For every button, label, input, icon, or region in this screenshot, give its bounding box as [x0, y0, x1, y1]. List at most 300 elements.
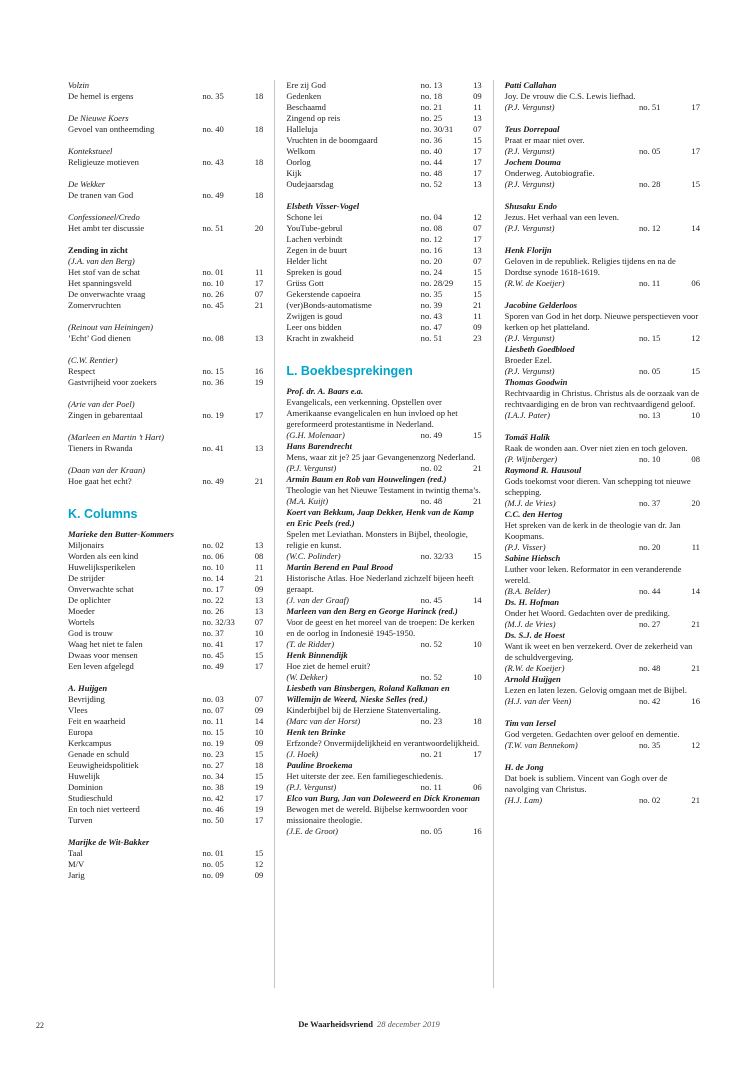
author-name: Henk Binnendijk	[286, 650, 348, 660]
entry-title: Studieschuld	[68, 793, 113, 803]
entry-title: Bevrijding	[68, 694, 105, 704]
page-ref: 20	[254, 223, 264, 233]
issue-number: no. 28/29	[420, 278, 454, 288]
periodical-name: Volzin	[68, 80, 90, 90]
issue-number: no. 52	[420, 639, 443, 649]
book-title: Voor de geest en het moreel van de troepen: De kerken en de oorlog in Indonesië 1945-1950.	[286, 617, 475, 638]
spacer	[505, 751, 700, 762]
index-entry	[68, 606, 263, 617]
issue-number: no. 49	[202, 190, 224, 200]
spacer	[68, 388, 263, 399]
issue-number: no. 12	[638, 223, 661, 233]
review-entry	[505, 663, 700, 674]
issue-number: no. 03	[202, 694, 224, 704]
page-ref: 11	[255, 267, 264, 277]
issue-number: no. 43	[202, 157, 224, 167]
issue-number: no. 51	[420, 333, 443, 343]
periodical-name: De Nieuwe Koers	[68, 113, 129, 123]
issue-number: no. 30/31	[420, 124, 454, 134]
index-entry	[68, 705, 263, 716]
entry-title: Gedenken	[286, 91, 322, 101]
page-ref: 10	[691, 410, 700, 420]
review-entry	[286, 551, 481, 562]
index-entry	[286, 91, 481, 102]
page-ref: 13	[254, 540, 264, 550]
page-ref: 15	[254, 749, 264, 759]
book-title: Evangelicals, een verkenning. Opstellen over Amerikaanse evangelicalen en hun invloed op het gereformeerd protestantisme in Nederland.	[286, 397, 458, 429]
author-name: Marijke de Wit-Bakker	[68, 837, 150, 847]
issue-number: no. 40	[202, 124, 224, 134]
issue-number: no. 25	[420, 113, 443, 123]
entry-title: Miljonairs	[68, 540, 104, 550]
issue-number: no. 05	[638, 146, 661, 156]
issue-number: no. 11	[202, 716, 224, 726]
issue-number: no. 05	[420, 826, 443, 836]
review-entry	[505, 223, 700, 234]
page-ref: 16	[473, 826, 482, 836]
issue-number: no. 38	[202, 782, 224, 792]
reviewer-name: (G.H. Molenaar)	[286, 430, 345, 440]
issue-number: no. 20	[638, 542, 661, 552]
entry-title: Een leven afgelegd	[68, 661, 134, 671]
page-ref: 09	[254, 705, 264, 715]
review-entry	[505, 146, 700, 157]
book-title: Erfzonde? Onvermijdelijkheid en verantwoordelijkheid.	[286, 738, 480, 748]
index-column-3	[505, 80, 700, 988]
spacer	[68, 135, 263, 146]
entry-title: Europa	[68, 727, 93, 737]
page-ref: 13	[473, 80, 482, 90]
index-entry	[286, 333, 481, 344]
issue-number: no. 15	[638, 333, 661, 343]
entry-title: (ver)Bonds-automatisme	[286, 300, 372, 310]
entry-title: Taal	[68, 848, 83, 858]
issue-number: no. 37	[638, 498, 661, 508]
page-ref: 11	[473, 311, 482, 321]
entry-title: De oplichter	[68, 595, 111, 605]
review-entry	[505, 498, 700, 509]
page-ref: 17	[473, 168, 482, 178]
reviewer-name: (T.W. van Bennekom)	[504, 740, 578, 750]
entry-title: Kerkcampus	[68, 738, 112, 748]
index-entry	[286, 278, 481, 289]
author-name: Martin Berend en Paul Brood	[286, 562, 393, 572]
issue-number: no. 21	[420, 749, 443, 759]
author-name: A. Huijgen	[68, 683, 108, 693]
entry-title: Het spanningsveld	[68, 278, 132, 288]
index-entry	[68, 617, 263, 628]
issue-number: no. 48	[638, 663, 661, 673]
entry-title: Halleluja	[286, 124, 318, 134]
review-entry	[505, 366, 700, 377]
entry-title: Onverwachte schat	[68, 584, 134, 594]
review-entry	[286, 672, 481, 683]
entry-title: Zingen in gebarentaal	[68, 410, 143, 420]
page-ref: 21	[254, 476, 264, 486]
spacer	[505, 707, 700, 718]
reviewer-name: (M.A. Kuijt)	[286, 496, 329, 506]
issue-number: no. 41	[202, 443, 224, 453]
book-title: Theologie van het Nieuwe Testament in twintig thema’s.	[286, 485, 481, 495]
index-entry	[68, 727, 263, 738]
issue-number: no. 36	[420, 135, 443, 145]
review-entry	[505, 454, 700, 465]
entry-title: De hemel is ergens	[68, 91, 134, 101]
page-ref: 17	[254, 410, 264, 420]
issue-number: no. 27	[202, 760, 224, 770]
page-ref: 21	[254, 300, 264, 310]
entry-title: Jarig	[68, 870, 85, 880]
entry-title: Feit en waarheid	[68, 716, 126, 726]
page-ref: 15	[473, 430, 482, 440]
page-ref: 21	[691, 795, 700, 805]
index-entry	[68, 267, 263, 278]
entry-title: Oudejaarsdag	[286, 179, 334, 189]
book-title: Want ik weet en ben verzekerd. Over de zekerheid van de schuldvergeving.	[504, 641, 693, 662]
review-entry	[286, 496, 481, 507]
entry-title: Grüss Gott	[286, 278, 324, 288]
entry-title: Turven	[68, 815, 93, 825]
issue-number: no. 10	[638, 454, 661, 464]
review-entry	[286, 595, 481, 606]
author-name: Pauline Broekema	[286, 760, 353, 770]
page-ref: 17	[691, 102, 700, 112]
index-entry	[286, 223, 481, 234]
issue-number: no. 42	[202, 793, 224, 803]
index-entry	[68, 848, 263, 859]
issue-number: no. 19	[202, 738, 224, 748]
reviewer-name: (W. Dekker)	[286, 672, 328, 682]
entry-title: Worden als een kind	[68, 551, 139, 561]
periodical-name: (Marleen en Martin ’t Hart)	[68, 432, 164, 442]
issue-number: no. 51	[638, 102, 661, 112]
author-name: C.C. den Hertog	[504, 509, 563, 519]
page-ref: 10	[254, 727, 264, 737]
page-ref: 09	[254, 738, 264, 748]
page-ref: 11	[255, 562, 264, 572]
page-ref: 18	[254, 157, 264, 167]
author-name: Arnold Huijgen	[504, 674, 561, 684]
issue-number: no. 47	[420, 322, 443, 332]
issue-number: no. 01	[202, 267, 224, 277]
rubric-heading: Zending in zicht	[68, 245, 128, 255]
issue-number: no. 43	[420, 311, 443, 321]
page-ref: 07	[473, 256, 482, 266]
book-title: Mens, waar zit je? 25 jaar Gevangenenzorg Nederland.	[286, 452, 476, 462]
issue-number: no. 13	[638, 410, 661, 420]
index-entry	[68, 289, 263, 300]
entry-title: Genade en schuld	[68, 749, 130, 759]
index-entry	[286, 113, 481, 124]
author-name: H. de Jong	[504, 762, 544, 772]
entry-title: Lachen verbindt	[286, 234, 343, 244]
issue-number: no. 11	[638, 278, 661, 288]
index-entry	[286, 124, 481, 135]
periodical-name: (Daan van der Kraan)	[68, 465, 146, 475]
issue-number: no. 11	[420, 782, 442, 792]
book-title: Onder het Woord. Gedachten over de prediking.	[504, 608, 670, 618]
index-entry	[286, 80, 481, 91]
page-ref: 21	[473, 463, 482, 473]
reviewer-name: (P.J. Vergunst)	[504, 333, 555, 343]
reviewer-name: (P.J. Vergunst)	[504, 146, 555, 156]
entry-title: Zwijgen is goud	[286, 311, 343, 321]
issue-number: no. 19	[202, 410, 224, 420]
reviewer-name: (R.W. de Koeijer)	[504, 278, 565, 288]
index-entry	[68, 562, 263, 573]
section-heading: L. Boekbesprekingen	[286, 364, 413, 378]
page-ref: 17	[254, 793, 264, 803]
index-entry	[68, 540, 263, 551]
spacer	[505, 421, 700, 432]
spacer	[68, 311, 263, 322]
book-title: Praat er maar niet over.	[504, 135, 585, 145]
index-entry	[68, 573, 263, 584]
page-ref: 10	[473, 672, 482, 682]
reviewer-name: (P.J. Vergunst)	[286, 782, 337, 792]
index-entry	[68, 223, 263, 234]
review-entry	[286, 826, 481, 837]
entry-title: Dominion	[68, 782, 103, 792]
issue-number: no. 42	[638, 696, 661, 706]
page-ref: 15	[473, 267, 482, 277]
entry-title: Spreken is goud	[286, 267, 342, 277]
page-ref: 15	[473, 278, 482, 288]
issue-number: no. 44	[420, 157, 443, 167]
book-title: Het spreken van de kerk in de theologie van dr. Jan Koopmans.	[504, 520, 681, 541]
spacer	[505, 113, 700, 124]
issue-number: no. 34	[202, 771, 224, 781]
issue-number: no. 20	[420, 256, 443, 266]
issue-number: no. 40	[420, 146, 443, 156]
reviewer-name: (P. Wijnberger)	[504, 454, 558, 464]
index-column-1	[68, 80, 263, 988]
issue-number: no. 48	[420, 168, 443, 178]
author-name: Tim van Iersel	[504, 718, 556, 728]
page-ref: 17	[473, 157, 482, 167]
page-ref: 17	[473, 749, 482, 759]
author-name: Liesbeth Goedbloed	[504, 344, 575, 354]
page-ref: 10	[473, 639, 482, 649]
page-ref: 09	[473, 322, 482, 332]
page-ref: 21	[473, 496, 482, 506]
page-ref: 08	[254, 551, 264, 561]
issue-number: no. 41	[202, 639, 224, 649]
reviewer-name: (J. Hoek)	[286, 749, 319, 759]
book-title: Sporen van God in het dorp. Nieuwe perspectieven voor kerken op het platteland.	[504, 311, 699, 332]
entry-title: Hoe gaat het echt?	[68, 476, 132, 486]
author-name: Raymond R. Hausoul	[504, 465, 582, 475]
index-entry	[68, 551, 263, 562]
page-ref: 09	[254, 870, 264, 880]
reviewer-name: (J.E. de Groot)	[286, 826, 339, 836]
issue-number: no. 09	[202, 870, 224, 880]
page-number: 22	[36, 1021, 44, 1030]
index-entry	[286, 245, 481, 256]
page-ref: 13	[473, 179, 482, 189]
book-title: Kinderbijbel bij de Herziene Statenvertaling.	[286, 705, 441, 715]
issue-number: no. 26	[202, 289, 224, 299]
entry-title: Gevoel van ontheemding	[68, 124, 155, 134]
issue-number: no. 17	[202, 584, 224, 594]
entry-title: Moeder	[68, 606, 95, 616]
book-title: Bewogen met de wereld. Bijbelse kernwoorden voor missionaire theologie.	[286, 804, 468, 825]
page-ref: 15	[254, 771, 264, 781]
issue-number: no. 49	[420, 430, 443, 440]
issue-number: no. 35	[202, 91, 224, 101]
index-entry	[286, 300, 481, 311]
entry-title: Zomervruchten	[68, 300, 121, 310]
index-entry	[286, 256, 481, 267]
periodical-name: (Reinout van Heiningen)	[68, 322, 153, 332]
issue-number: no. 50	[202, 815, 224, 825]
page-ref: 06	[473, 782, 482, 792]
entry-title: En toch niet verteerd	[68, 804, 140, 814]
book-title: Hoe ziet de hemel eruit?	[286, 661, 371, 671]
magazine-title: De Waarheidsvriend	[298, 1019, 373, 1029]
index-entry	[68, 804, 263, 815]
entry-title: God is trouw	[68, 628, 113, 638]
page-ref: 21	[473, 300, 482, 310]
page-ref: 06	[691, 278, 700, 288]
index-entry	[68, 124, 263, 135]
issue-number: no. 05	[638, 366, 661, 376]
book-title: Broeder Ezel.	[504, 355, 552, 365]
index-entry	[68, 782, 263, 793]
issue-number: no. 02	[420, 463, 443, 473]
page-ref: 17	[473, 234, 482, 244]
page-ref: 12	[691, 333, 700, 343]
issue-number: no. 27	[638, 619, 661, 629]
entry-title: Dwaas voor mensen	[68, 650, 138, 660]
review-entry	[505, 179, 700, 190]
page-ref: 17	[254, 278, 264, 288]
page-ref: 21	[691, 663, 700, 673]
page-ref: 11	[473, 102, 482, 112]
issue-number: no. 48	[420, 496, 443, 506]
reviewer-name: (B.A. Belder)	[504, 586, 551, 596]
page-ref: 14	[691, 586, 700, 596]
spacer	[286, 190, 481, 201]
review-entry	[505, 278, 700, 289]
entry-title: Wortels	[68, 617, 95, 627]
entry-title: Beschaamd	[286, 102, 326, 112]
issue-number: no. 01	[202, 848, 224, 858]
index-entry	[68, 760, 263, 771]
index-entry	[68, 366, 263, 377]
index-columns	[68, 80, 700, 988]
index-entry	[68, 771, 263, 782]
spacer	[286, 344, 481, 355]
review-entry	[505, 795, 700, 806]
index-entry	[68, 661, 263, 672]
issue-number: no. 18	[420, 91, 443, 101]
issue-number: no. 39	[420, 300, 443, 310]
section-heading: K. Columns	[68, 507, 138, 521]
index-entry	[68, 410, 263, 421]
issue-number: no. 10	[202, 562, 224, 572]
page-ref: 17	[254, 815, 264, 825]
issue-number: no. 35	[638, 740, 661, 750]
issue-number: no. 08	[202, 333, 224, 343]
book-title: Gods toekomst voor dieren. Van schepping tot nieuwe schepping.	[504, 476, 691, 497]
entry-title: Zingend op reis	[286, 113, 341, 123]
index-entry	[286, 157, 481, 168]
page-ref: 15	[473, 135, 482, 145]
page-ref: 13	[254, 606, 264, 616]
entry-title: Zegen in de buurt	[286, 245, 348, 255]
issue-number: no. 24	[420, 267, 443, 277]
page-ref: 08	[691, 454, 700, 464]
entry-title: Vlees	[68, 705, 88, 715]
column-divider	[274, 80, 275, 988]
page-ref: 13	[254, 443, 264, 453]
issue-number: no. 22	[202, 595, 224, 605]
spacer	[68, 826, 263, 837]
page-ref: 17	[473, 146, 482, 156]
review-entry	[505, 586, 700, 597]
spacer	[68, 454, 263, 465]
author-name: Elco van Burg, Jan van Doleweerd en Dick Kroneman	[286, 793, 480, 803]
issue-number: no. 37	[202, 628, 224, 638]
page-ref: 17	[691, 146, 700, 156]
index-entry	[68, 793, 263, 804]
index-entry	[68, 749, 263, 760]
issue-number: no. 52	[420, 672, 443, 682]
page-ref: 18	[254, 190, 264, 200]
page-footer	[36, 1019, 702, 1030]
issue-number: no. 32/33	[202, 617, 235, 627]
periodical-name: (C.W. Rentier)	[68, 355, 118, 365]
page-ref: 14	[254, 716, 264, 726]
index-entry	[68, 859, 263, 870]
review-entry	[286, 782, 481, 793]
review-entry	[286, 463, 481, 474]
page-ref: 11	[691, 542, 700, 552]
book-title: Dat boek is subliem. Vincent van Gogh over de navolging van Christus.	[504, 773, 668, 794]
author-name: Koert van Bekkum, Jaap Dekker, Henk van de Kamp en Eric Peels (red.)	[286, 507, 474, 528]
entry-title: Huwelijksperikelen	[68, 562, 136, 572]
page-ref: 17	[254, 639, 264, 649]
issue-number: no. 16	[420, 245, 443, 255]
review-entry	[505, 102, 700, 113]
periodical-name: De Wekker	[68, 179, 106, 189]
spacer	[68, 487, 263, 498]
issue-number: no. 05	[202, 859, 224, 869]
footer-center	[36, 1019, 702, 1030]
review-entry	[505, 542, 700, 553]
spacer	[505, 289, 700, 300]
entry-title: De tranen van God	[68, 190, 134, 200]
book-title: Geloven in de republiek. Religies tijdens en na de Dordtse synode 1618-1619.	[504, 256, 676, 277]
index-entry	[286, 179, 481, 190]
index-entry	[68, 333, 263, 344]
author-name: Marieke den Butter-Kommers	[68, 529, 174, 539]
issue-number: no. 06	[202, 551, 224, 561]
issue-date: 28 december 2019	[376, 1019, 440, 1029]
page-ref: 18	[254, 91, 264, 101]
page-ref: 15	[691, 366, 700, 376]
author-name: Sabine Hiebsch	[504, 553, 561, 563]
index-entry	[68, 639, 263, 650]
spacer	[505, 190, 700, 201]
issue-number: no. 45	[202, 300, 224, 310]
periodical-name: Kontekstueel	[68, 146, 113, 156]
column-divider	[493, 80, 494, 988]
index-entry	[286, 146, 481, 157]
page-ref: 15	[473, 551, 482, 561]
entry-title: Respect	[68, 366, 96, 376]
